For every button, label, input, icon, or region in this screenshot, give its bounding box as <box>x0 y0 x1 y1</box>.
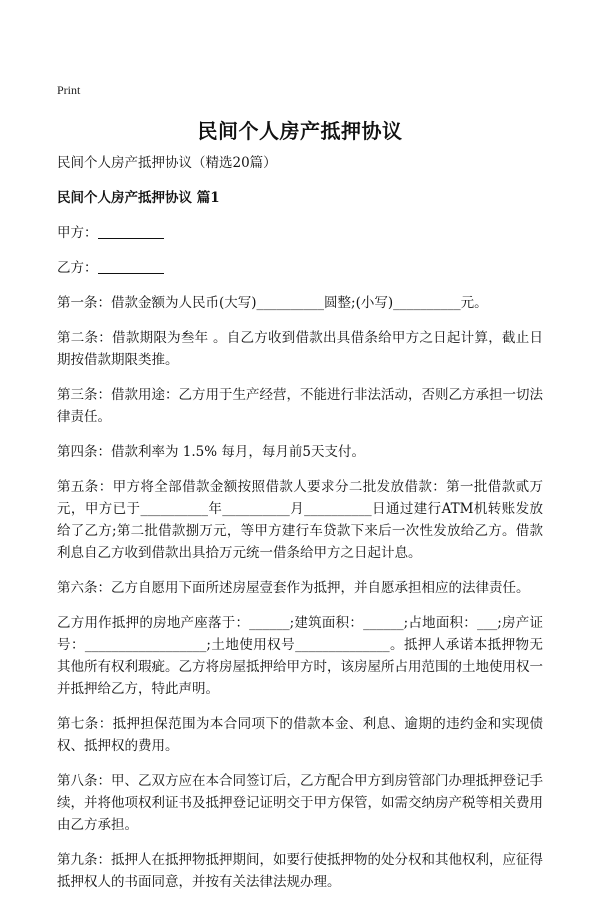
clause-5: 第五条：甲方将全部借款金额按照借款人要求分二批发放借款：第一批借款贰万元，甲方已于__________年__________月__________日通过建行ATM机转账发放给了乙方;第二批借款捌万元，等甲方建行车贷款下来后一次性发放给乙方。借款利息自乙方收到借款出具拾万元统一借条给甲方之日起计息。 <box>57 479 543 561</box>
clause-7: 第七条：抵押担保范围为本合同项下的借款本金、利息、逾期的违约金和实现债权、抵押权的费用。 <box>57 716 543 754</box>
clause-6: 第六条：乙方自愿用下面所述房屋壹套作为抵押，并自愿承担相应的法律责任。 <box>57 580 530 596</box>
clause-1: 第一条：借款金额为人民币(大写)__________圆整;(小写)__________元。 <box>57 295 488 311</box>
clause-2: 第二条：借款期限为叁年 。自乙方收到借款出具借条给甲方之日起计算，截止日期按借款期限类推。 <box>57 330 543 368</box>
party-b-label: 乙方： <box>57 260 98 276</box>
party-a-blank <box>98 224 164 239</box>
party-a-line <box>57 222 543 244</box>
document-body <box>57 152 543 906</box>
section-heading: 民间个人房产抵押协议 篇1 <box>57 190 220 206</box>
clause-3: 第三条：借款用途：乙方用于生产经营，不能进行非法活动，否则乙方承担一切法律责任。 <box>57 387 543 425</box>
clause-4: 第四条：借款利率为 1.5% 每月，每月前5天支付。 <box>57 444 365 460</box>
party-b-line <box>57 257 543 279</box>
clause-6-property-details: 乙方用作抵押的房地产座落于：______;建筑面积：______;占地面积：___;房产证号：__________________;土地使用权号______________。抵押人承诺本抵押物无其他所有权利瑕疵。乙方将房屋抵押给甲方时，该房屋所占用范围的土地使用权一并抵押给乙方，特此声明。 <box>57 615 543 697</box>
document-subtitle: 民间个人房产抵押协议（精选20篇） <box>57 155 277 171</box>
document-title: 民间个人房产抵押协议 <box>197 119 403 143</box>
party-b-blank <box>98 259 164 274</box>
print-label: Print <box>57 83 81 97</box>
party-a-label: 甲方： <box>57 225 98 241</box>
clause-8: 第八条：甲、乙双方应在本合同签订后，乙方配合甲方到房管部门办理抵押登记手续，并将他项权利证书及抵押登记证明交于甲方保管，如需交纳房产税等相关费用由乙方承担。 <box>57 773 543 833</box>
clause-9: 第九条：抵押人在抵押物抵押期间，如要行使抵押物的处分权和其他权利，应征得抵押权人的书面同意，并按有关法律法规办理。 <box>57 852 543 890</box>
